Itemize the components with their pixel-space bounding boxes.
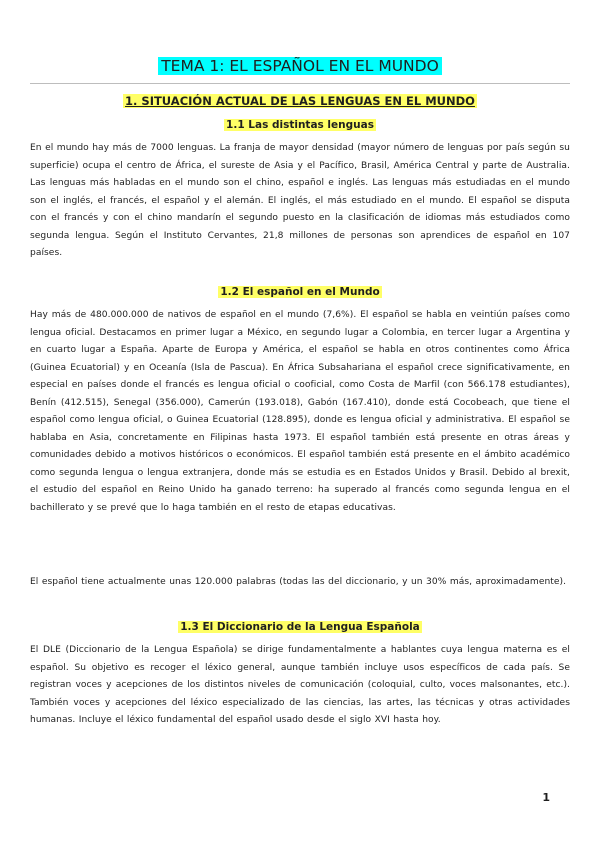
subsection-1-2-heading: 1.2 El español en el Mundo — [220, 286, 380, 298]
document-title — [0, 56, 600, 76]
paragraph-diccionario: El DLE (Diccionario de la Lengua Española) se dirige fundamentalmente a hablantes cuya lengua materna es el español. Su objetivo es recoger el léxico general, aunque también incluye usos específicos de cada país. Se registran voces y acepciones de los distintos niveles de comunicación (coloquial, culto, voces malsonantes, etc.). También voces y acepciones del léxico especializado de las ciencias, las artes, las técnicas y otras actividades humanas. Incluye el léxico fundamental del español usado desde el siglo XVI hasta hoy. — [30, 645, 570, 725]
paragraph-palabras: El español tiene actualmente unas 120.000 palabras (todas las del diccionario, y un 30% más, aproximadamente). — [30, 577, 567, 587]
subsection-1-3-heading: 1.3 El Diccionario de la Lengua Española — [180, 621, 420, 633]
subsection-1-1-heading: 1.1 Las distintas lenguas — [226, 119, 374, 131]
paragraph-distintas-lenguas: En el mundo hay más de 7000 lenguas. La franja de mayor densidad (mayor número de lenguas por país según su superficie) ocupa el centro de África, el sureste de Asia y el Pacífico, Brasil, América Central y parte de Australia. Las lenguas más habladas en el mundo son el chino, español e inglés. Las lenguas más estudiadas en el mundo son el inglés, el francés, el español y el alemán. El inglés, el más estudiado en el mundo. El español se disputa con el francés y con el chino mandarín el segundo puesto en la clasificación de idiomas más estudiados como segunda lengua. Según el Instituto Cervantes, 21,8 millones de personas son aprendices de español en 107 países. — [30, 143, 570, 258]
paragraph-espanol-mundo: Hay más de 480.000.000 de nativos de español en el mundo (7,6%). El español se habla en veintiún países como lengua oficial. Destacamos en primer lugar a México, en segundo lugar a Colombia, en tercer lugar a Argentina y en cuarto lugar a España. Aparte de Europa y América, el español se habla en otros continentes como África (Guinea Ecuatorial) y en Oceanía (Isla de Pascua). En África Subsahariana el español crece significativamente, en especial en países donde el francés es lengua oficial o cooficial, como Costa de Marfil (con 566.178 estudiantes), Benín (412.515), Senegal (356.000), Camerún (193.018), Gabón (167.410), donde está Cocobeach, que tiene el español como lengua oficial, o Guinea Ecuatorial (128.895), donde es lengua oficial y administrativa. El español se hablaba en Asia, concretamente en Filipinas hasta 1973. El español también está presente en otras áreas y comunidades debido a motivos históricos o económicos. El español también está presente en el ámbito académico como segunda lengua o lengua extranjera, donde más se estudia es en Estados Unidos y Brasil. Debido al brexit, el estudio del español en Reino Unido ha ganado terreno: ha superado al francés como segunda lengua en el bachillerato y se prevé que lo haga también en el resto de etapas educativas. — [30, 310, 570, 513]
section-1-heading: 1. SITUACIÓN ACTUAL DE LAS LENGUAS EN EL MUNDO — [125, 94, 475, 108]
page-number: 1 — [542, 791, 550, 804]
title-divider — [30, 83, 570, 84]
title-text: TEMA 1: EL ESPAÑOL EN EL MUNDO — [158, 57, 442, 75]
